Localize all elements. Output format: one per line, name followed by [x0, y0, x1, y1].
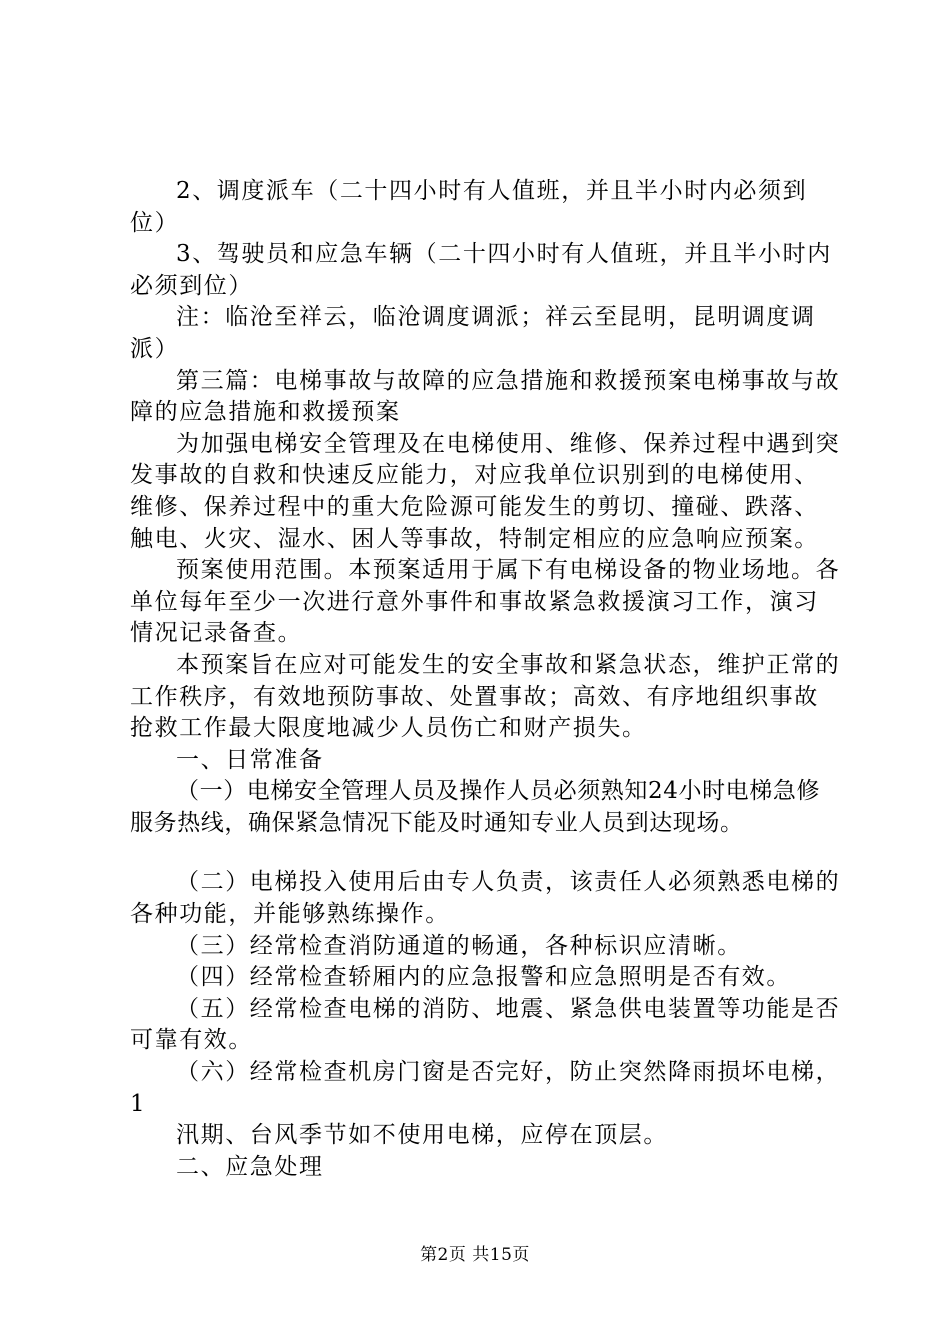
paragraph-item-6: （六）经常检查机房门窗是否完好，防止突然降雨损坏电梯，1: [130, 1059, 841, 1117]
paragraph-item-3: （三）经常检查消防通道的畅通，各种标识应清晰。: [176, 932, 742, 959]
paragraph-item-4: （四）经常检查轿厢内的应急报警和应急照明是否有效。: [176, 964, 791, 991]
blank-line: [130, 839, 842, 867]
paragraph-scope: 预案使用范围。本预案适用于属下有电梯设备的物业场地。各单位每年至少一次进行意外事件和事故紧急救援演习工作，演习情况记录备查。: [130, 557, 841, 647]
heading-daily-preparation: 一、日常准备: [176, 746, 324, 773]
paragraph-item-1: （一）电梯安全管理人员及操作人员必须熟知24小时电梯急修服务热线，确保紧急情况下能及时通知专业人员到达现场。: [130, 778, 821, 836]
paragraph-flood-season: 汛期、台风季节如不使用电梯，应停在顶层。: [176, 1122, 668, 1149]
paragraph-item-5: （五）经常检查电梯的消防、地震、紧急供电装置等功能是否可靠有效。: [130, 995, 841, 1054]
paragraph-driver-vehicle: 3、驾驶员和应急车辆（二十四小时有人值班，并且半小时内必须到位）: [130, 241, 832, 299]
page-number-footer: 第2页 共15页: [420, 1245, 530, 1265]
heading-emergency-handling: 二、应急处理: [176, 1153, 324, 1180]
paragraph-item-2: （二）电梯投入使用后由专人负责，该责任人必须熟悉电梯的各种功能，并能够熟练操作。: [130, 869, 841, 928]
paragraph-objective: 本预案旨在应对可能发生的安全事故和紧急状态，维护正常的工作秩序，有效地预防事故、处置事故；高效、有序地组织事故抢救工作最大限度地减少人员伤亡和财产损失。: [130, 651, 841, 742]
paragraph-purpose: 为加强电梯安全管理及在电梯使用、维修、保养过程中遇到突发事故的自救和快速反应能力，对应我单位识别到的电梯使用、维修、保养过程中的重大危险源可能发生的剪切、撞碰、跌落、触电、火灾、湿水、困人等事故，特制定相应的应急响应预案。: [130, 430, 841, 552]
paragraph-note: 注：临沧至祥云，临沧调度调派；祥云至昆明，昆明调度调派）: [130, 304, 816, 362]
section-title-part-three: 第三篇：电梯事故与故障的应急措施和救援预案电梯事故与故障的应急措施和救援预案: [130, 367, 841, 426]
paragraph-dispatch-vehicle: 2、调度派车（二十四小时有人值班，并且半小时内必须到位）: [130, 178, 808, 236]
document-body: [130, 176, 842, 1183]
